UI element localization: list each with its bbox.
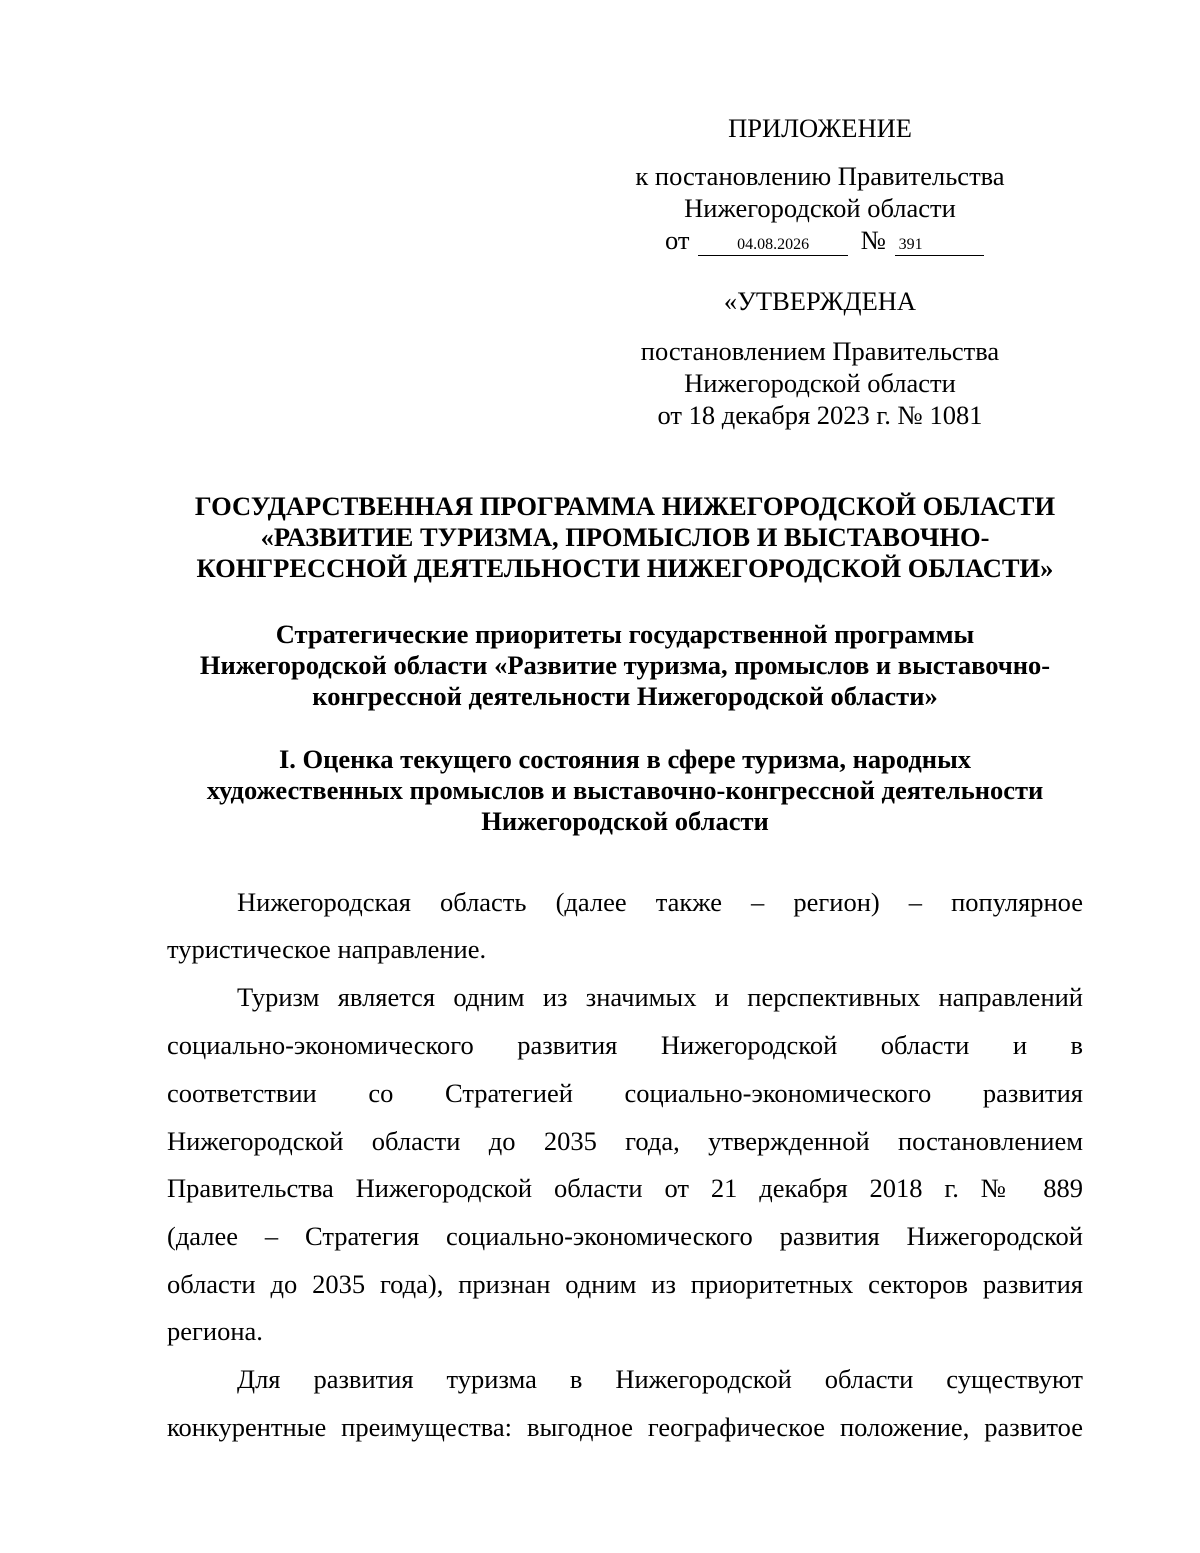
annex-line-1: к постановлению Правительства <box>635 161 1005 191</box>
body-line: туристическое направление. <box>167 934 487 964</box>
annex-title: ПРИЛОЖЕНИЕ <box>728 113 912 143</box>
program-title-line-1: ГОСУДАРСТВЕННАЯ ПРОГРАММА НИЖЕГОРОДСКОЙ ОБЛАСТИ <box>194 491 1056 521</box>
body-line: (далее – Стратегия социально-экономического развития Нижегородской <box>167 1221 1083 1251</box>
section-title-line-2: художественных промыслов и выставочно-конгрессной деятельности <box>206 775 1044 805</box>
body-line: Нижегородская область (далее также – регион) – популярное <box>237 887 1083 917</box>
priorities-title-line-1: Стратегические приоритеты государственной программы <box>275 619 975 649</box>
priorities-title-line-3: конгрессной деятельности Нижегородской области» <box>312 681 938 711</box>
approved-line-2: Нижегородской области <box>684 368 956 398</box>
date-prefix: от <box>665 225 690 255</box>
body-line: Туризм является одним из значимых и перспективных направлений <box>237 982 1083 1012</box>
body-line: конкурентные преимущества: выгодное географическое положение, развитое <box>167 1412 1083 1442</box>
number-value: 391 <box>895 235 984 256</box>
body-line: социально-экономического развития Нижегородской области и в <box>167 1030 1083 1060</box>
number-sign: № <box>860 225 887 255</box>
approved-title: «УТВЕРЖДЕНА <box>723 286 917 316</box>
body-line: Для развития туризма в Нижегородской области существуют <box>237 1364 1083 1394</box>
annex-line-2: Нижегородской области <box>684 193 956 223</box>
body-line: Правительства Нижегородской области от 21 декабря 2018 г. № 889 <box>167 1173 1083 1203</box>
decree-date-line <box>665 224 984 256</box>
program-title-line-2: «РАЗВИТИЕ ТУРИЗМА, ПРОМЫСЛОВ И ВЫСТАВОЧНО- <box>260 522 990 552</box>
approved-line-3: от 18 декабря 2023 г. № 1081 <box>657 400 983 430</box>
date-value: 04.08.2026 <box>698 235 848 256</box>
priorities-title-line-2: Нижегородской области «Развитие туризма, промыслов и выставочно- <box>199 650 1051 680</box>
body-line: соответствии со Стратегией социально-экономического развития <box>167 1078 1083 1108</box>
body-line: Нижегородской области до 2035 года, утвержденной постановлением <box>167 1126 1083 1156</box>
body-line: региона. <box>167 1316 263 1346</box>
section-title-line-3: Нижегородской области <box>481 806 769 836</box>
program-title-line-3: КОНГРЕССНОЙ ДЕЯТЕЛЬНОСТИ НИЖЕГОРОДСКОЙ ОБЛАСТИ» <box>196 553 1054 583</box>
section-title-line-1: I. Оценка текущего состояния в сфере туризма, народных <box>278 744 972 774</box>
body-line: области до 2035 года), признан одним из приоритетных секторов развития <box>167 1269 1083 1299</box>
approved-line-1: постановлением Правительства <box>640 336 1000 366</box>
